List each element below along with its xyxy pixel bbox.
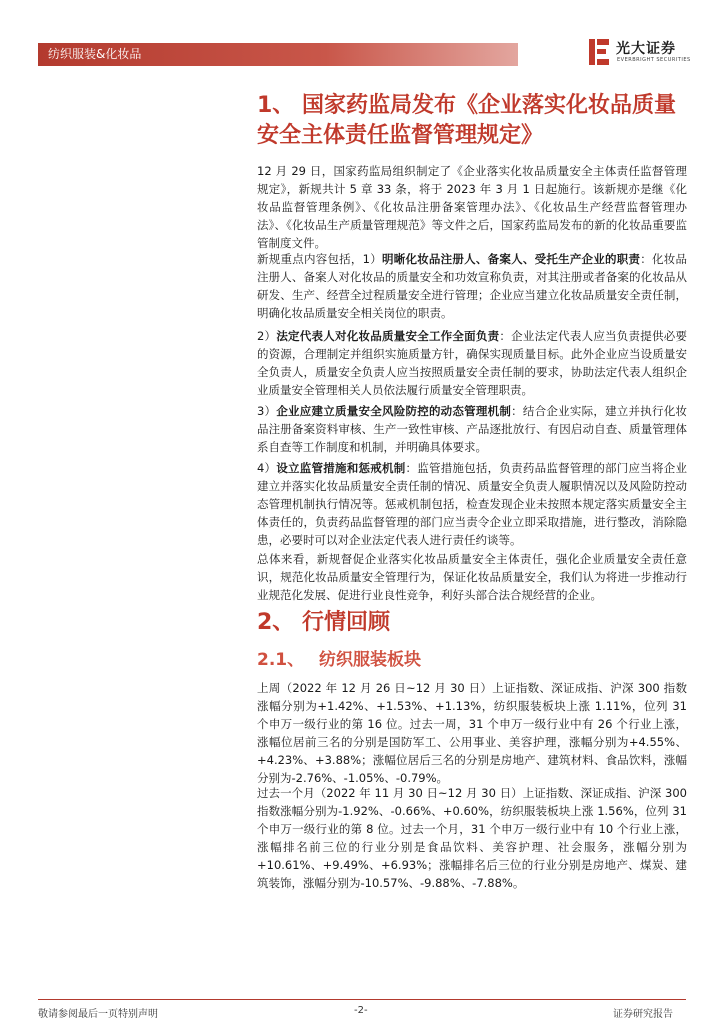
section1-paragraph-3 bbox=[257, 327, 687, 399]
paragraph-3-rest: ：企业法定代表人应当负责提供必要的资源，合理制定并组织实施质量方针，确保实现质量目标。此外企业应当设质量安全负责人，质量安全负责人应当按照质量安全责任制的要求，协助法定代表人组织企业质量安全管理相关人员依法履行质量安全管理职责。 bbox=[257, 329, 688, 397]
paragraph-2-prefix: 新规重点内容包括，1） bbox=[257, 252, 382, 266]
section2-title: 2、 行情回顾 bbox=[257, 610, 390, 635]
paragraph-4-prefix: 3） bbox=[257, 404, 277, 418]
section1-title: 1、 国家药监局发布《企业落实化妆品质量安全主体责任监督管理规定》 bbox=[257, 93, 676, 148]
header-bar bbox=[38, 43, 518, 66]
paragraph-4-rest: ：结合企业实际，建立并执行化妆品注册备案资料审核、生产一致性审核、产品逐批放行、有因启动自查、质量管理体系自查等工作制度和机制，并明确具体要求。 bbox=[257, 404, 688, 454]
paragraph-4-bold: 企业应建立质量安全风险防控的动态管理机制 bbox=[276, 404, 512, 418]
section1-paragraph-1: 12 月 29 日，国家药监局组织制定了《企业落实化妆品质量安全主体责任监督管理规定》，新规共计 5 章 33 条，将于 2023 年 3 月 1 日起施行。该新规亦是继《化妆品监督管理条例》、《化妆品注册备案管理办法》、《化妆品生产经营监督管理办法》、《化妆品生产质量管理规范》等文件之后，国家药监局发布的新的化妆品重要监管制度文件。 bbox=[257, 164, 687, 250]
paragraph-5-prefix: 4） bbox=[257, 461, 277, 475]
paragraph-5-bold: 设立监管措施和惩戒机制 bbox=[276, 461, 406, 475]
section2-paragraph-1: 上周（2022 年 12 月 26 日~12 月 30 日）上证指数、深证成指、沪深 300 指数涨幅分别为+1.42%、+1.53%、+1.13%，纺织服装板块上涨 1.11%，位列 31 个申万一级行业的第 16 位。过去一周，31 个申万一级行业中有 26 个行业上涨，涨幅位居前三名的分别是国防军工、公用事业、美容护理，涨幅分别为+4.55%、+4.23%、+3.88%；涨幅位居后三名的分别是房地产、建筑材料、食品饮料，涨幅分别为-2.76%、-1.05%、-0.79%。 bbox=[257, 681, 687, 785]
section1-paragraph-5 bbox=[257, 459, 687, 549]
company-logo bbox=[585, 36, 695, 72]
section1-paragraph-4 bbox=[257, 402, 687, 456]
paragraph-2-rest: ：化妆品注册人、备案人对化妆品的质量安全和功效宣称负责，对其注册或者备案的化妆品从研发、生产、经营全过程质量安全进行管理；企业应当建立化妆品质量安全责任制，明确化妆品质量安全相关岗位的职责。 bbox=[257, 252, 687, 320]
paragraph-2-bold: 明晰化妆品注册人、备案人、受托生产企业的职责 bbox=[381, 252, 641, 266]
paragraph-5-rest: ：监管措施包括，负责药品监督管理的部门应当将企业建立并落实化妆品质量安全责任制的情况、质量安全负责人履职情况以及风险防控动态管理机制执行情况等。惩戒机制包括，检查发现企业未按照本规定落实质量安全主体责任的，负责药品监督管理的部门应当责令企业立即采取措施，进行整改，消除隐患，必要时可以对企业法定代表人进行责任约谈等。 bbox=[257, 461, 688, 547]
subsection-title: 纺织服装板块 bbox=[319, 650, 421, 670]
section2-paragraph-2: 过去一个月（2022 年 11 月 30 日~12 月 30 日）上证指数、深证成指、沪深 300 指数涨幅分别为-1.92%、-0.66%、+0.60%，纺织服装板块上涨 1.56%，位列 31 个申万一级行业的第 8 位。过去一个月，31 个申万一级行业中有 10 个行业上涨，涨幅排名前三位的行业分别是食品饮料、美容护理、社会服务，涨幅分别为+10.61%、+9.49%、+6.93%；涨幅排名后三位的行业分别是房地产、煤炭、建筑装饰，涨幅分别为-10.57%、-9.88%、-7.88%。 bbox=[257, 786, 687, 890]
section1-paragraph-6: 总体来看，新规督促企业落实化妆品质量安全主体责任，强化企业质量安全责任意识，规范化妆品质量安全管理行为，保证化妆品质量安全，我们认为将进一步推动行业规范化发展、促进行业良性竞争，利好头部合法合规经营的企业。 bbox=[257, 552, 687, 602]
section1-paragraph-2 bbox=[257, 250, 687, 322]
subsection-heading bbox=[257, 648, 421, 672]
header-category: 纺织服装&化妆品 bbox=[48, 47, 142, 61]
logo-text-cn: 光大证券 bbox=[616, 41, 676, 57]
subsection-number: 2.1、 bbox=[257, 650, 305, 670]
logo-text-en: EVERBRIGHT SECURITIES bbox=[617, 57, 691, 63]
logo-mark-icon bbox=[585, 36, 613, 68]
footer-divider bbox=[38, 999, 686, 1000]
footer-disclaimer: 敬请参阅最后一页特别声明 bbox=[38, 1009, 158, 1020]
footer-report-type: 证券研究报告 bbox=[613, 1009, 673, 1020]
paragraph-3-prefix: 2） bbox=[257, 329, 277, 343]
paragraph-3-bold: 法定代表人对化妆品质量安全工作全面负责 bbox=[276, 329, 500, 343]
page-number: -2- bbox=[354, 1005, 368, 1016]
